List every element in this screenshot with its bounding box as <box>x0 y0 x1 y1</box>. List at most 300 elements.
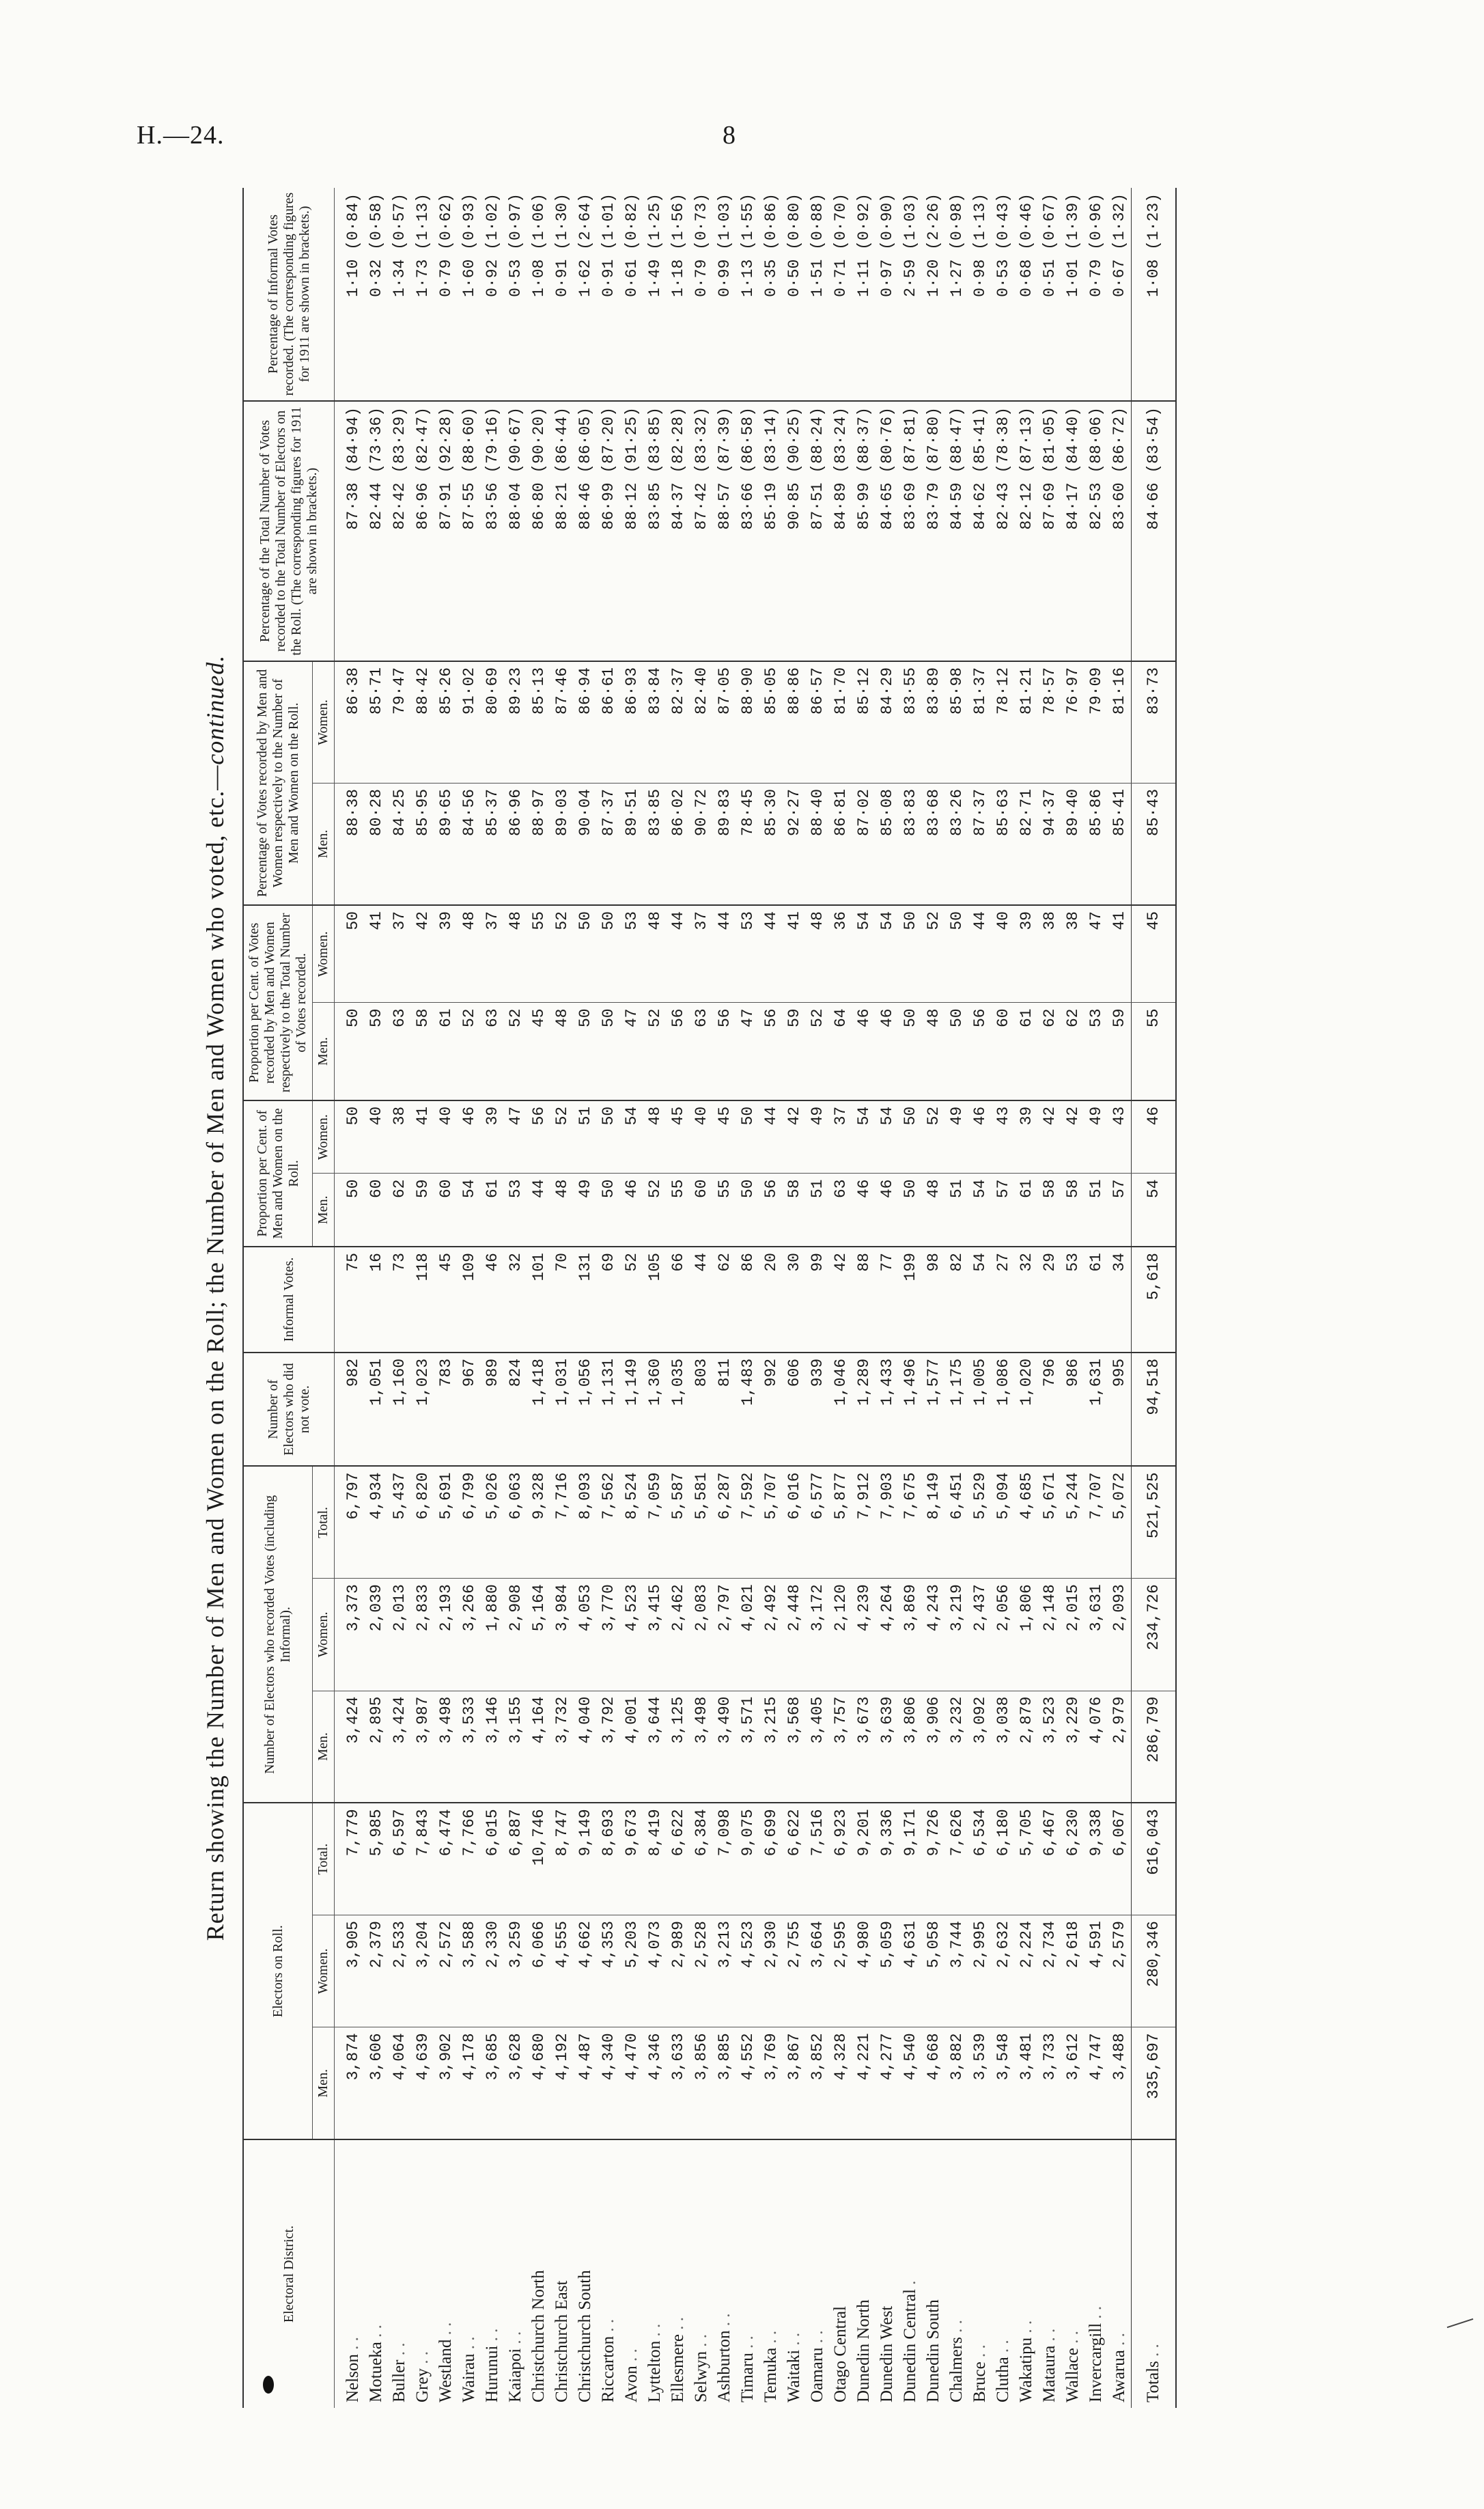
value-cell: 50 <box>597 905 620 1003</box>
value-cell: 131 <box>574 1247 597 1353</box>
district-cell <box>620 2139 643 2408</box>
value-cell: 76·97 <box>1061 661 1084 784</box>
table-row <box>876 188 899 2408</box>
value-cell: 2,979 <box>1108 1691 1132 1803</box>
value-cell: 3,415 <box>643 1579 667 1691</box>
value-cell: 2,448 <box>783 1579 806 1691</box>
value-cell: 9,726 <box>922 1803 945 1915</box>
value-cell: 45 <box>434 1247 458 1353</box>
value-cell: 61 <box>1084 1247 1108 1353</box>
header-proportion-roll: Proportion per Cent. of Men and Women on the Roll. <box>243 1100 313 1247</box>
value-cell: 2,330 <box>481 1915 504 2027</box>
value-cell: 83·68 <box>922 784 945 906</box>
value-cell: 16 <box>365 1247 388 1353</box>
value-cell: 4,346 <box>643 2027 667 2139</box>
value-cell: 53 <box>1084 1003 1108 1100</box>
value-cell: 59 <box>365 1003 388 1100</box>
value-cell: 54 <box>876 905 899 1003</box>
district-name: Clutha <box>994 2357 1012 2402</box>
value-cell: 43 <box>992 1100 1015 1174</box>
electoral-return-table <box>242 188 1177 2408</box>
value-cell: 4,523 <box>736 1915 759 2027</box>
value-cell: 3,488 <box>1108 2027 1132 2139</box>
value-cell: 87·51 (88·24) <box>806 401 829 661</box>
value-cell: 45 <box>1132 905 1177 1003</box>
value-cell: 87·38 (84·94) <box>335 401 365 661</box>
value-cell: 77 <box>876 1247 899 1353</box>
value-cell: 54 <box>620 1100 643 1174</box>
value-cell: 47 <box>736 1003 759 1100</box>
district-cell <box>759 2139 783 2408</box>
value-cell: 118 <box>411 1247 434 1353</box>
value-cell: 52 <box>922 905 945 1003</box>
value-cell: 81·37 <box>968 661 992 784</box>
value-cell: 85·05 <box>759 661 783 784</box>
value-cell: 55 <box>713 1174 736 1247</box>
value-cell: 44 <box>759 1100 783 1174</box>
value-cell: 47 <box>620 1003 643 1100</box>
value-cell: 49 <box>1084 1100 1108 1174</box>
value-cell: 83·85 (83·85) <box>643 401 667 661</box>
table-row <box>365 188 388 2408</box>
value-cell: 50 <box>335 1100 365 1174</box>
value-cell: 6,622 <box>667 1803 690 1915</box>
value-cell: 42 <box>1038 1100 1061 1174</box>
subheader-men: Men. <box>313 1003 335 1100</box>
value-cell: 52 <box>550 1100 574 1174</box>
value-cell: 83·84 <box>643 661 667 784</box>
value-cell: 88·42 <box>411 661 434 784</box>
value-cell: 82·42 (83·29) <box>388 401 411 661</box>
value-cell: 37 <box>829 1100 852 1174</box>
value-cell: 8,149 <box>922 1466 945 1578</box>
value-cell: 8,524 <box>620 1466 643 1578</box>
value-cell: 989 <box>481 1353 504 1467</box>
value-cell: 37 <box>690 905 713 1003</box>
value-cell: 7,592 <box>736 1466 759 1578</box>
value-cell: 48 <box>806 905 829 1003</box>
value-cell: 0·91 (1·01) <box>597 188 620 401</box>
value-cell: 39 <box>481 1100 504 1174</box>
district-cell <box>899 2139 922 2408</box>
value-cell: 7,903 <box>876 1466 899 1578</box>
leader-dots: . . <box>970 2344 989 2358</box>
value-cell: 86·99 (87·20) <box>597 401 620 661</box>
value-cell: 0·67 (1·32) <box>1108 188 1132 401</box>
district-cell <box>643 2139 667 2408</box>
value-cell: 6,467 <box>1038 1803 1061 1915</box>
leader-dots: . <box>901 2280 919 2285</box>
value-cell: 41 <box>411 1100 434 1174</box>
value-cell: 1,433 <box>876 1353 899 1467</box>
value-cell: 82·12 (87·13) <box>1015 401 1038 661</box>
table-row <box>411 188 434 2408</box>
value-cell: 44 <box>667 905 690 1003</box>
value-cell: 1·08 (1·06) <box>527 188 550 401</box>
value-cell: 47 <box>504 1100 527 1174</box>
district-cell <box>411 2139 434 2408</box>
value-cell: 56 <box>713 1003 736 1100</box>
value-cell: 87·55 (88·60) <box>458 401 481 661</box>
header-percentage-total: Percentage of the Total Number of Votes recorded to the Total Number of Electors on the Roll. (The corresponding figures for 1911 are shown in brackets.) <box>243 401 335 661</box>
title-main: Return showing the Number of Men and Women on the Roll; the Number of Men and Women who voted, etc. <box>201 790 229 1941</box>
value-cell: 824 <box>504 1353 527 1467</box>
district-name: Christchurch East <box>552 2280 571 2402</box>
value-cell: 1,046 <box>829 1353 852 1467</box>
value-cell: 86 <box>736 1247 759 1353</box>
district-cell <box>388 2139 411 2408</box>
page-reference: H.—24. <box>137 121 225 150</box>
value-cell: 50 <box>736 1174 759 1247</box>
value-cell: 87·05 <box>713 661 736 784</box>
value-cell: 75 <box>335 1247 365 1353</box>
district-name: Westland <box>436 2339 455 2402</box>
value-cell: 85·41 <box>1108 784 1132 906</box>
value-cell: 3,769 <box>759 2027 783 2139</box>
value-cell: 81·70 <box>829 661 852 784</box>
value-cell: 39 <box>1015 1100 1038 1174</box>
district-name: Totals <box>1144 2361 1162 2402</box>
value-cell: 53 <box>1061 1247 1084 1353</box>
value-cell: 63 <box>388 1003 411 1100</box>
value-cell: 83·79 (87·80) <box>922 401 945 661</box>
value-cell: 3,644 <box>643 1691 667 1803</box>
value-cell: 4,178 <box>458 2027 481 2139</box>
leader-dots: . . <box>413 2351 432 2364</box>
value-cell: 52 <box>643 1174 667 1247</box>
district-name: Avon <box>622 2366 641 2402</box>
district-cell <box>736 2139 759 2408</box>
value-cell: 5,691 <box>434 1466 458 1578</box>
value-cell: 2,734 <box>1038 1915 1061 2027</box>
value-cell: 94·37 <box>1038 784 1061 906</box>
value-cell: 88·57 (87·39) <box>713 401 736 661</box>
value-cell: 52 <box>643 1003 667 1100</box>
value-cell: 3,424 <box>335 1691 365 1803</box>
value-cell: 2,083 <box>690 1579 713 1691</box>
value-cell: 4,243 <box>922 1579 945 1691</box>
value-cell: 6,066 <box>527 1915 550 2027</box>
value-cell: 2,437 <box>968 1579 992 1691</box>
value-cell: 90·85 (90·25) <box>783 401 806 661</box>
district-name: Chalmers <box>947 2337 966 2402</box>
value-cell: 4,631 <box>899 1915 922 2027</box>
value-cell: 86·96 (82·47) <box>411 401 434 661</box>
value-cell: 1,031 <box>550 1353 574 1467</box>
value-cell: 46 <box>852 1003 876 1100</box>
value-cell: 58 <box>783 1174 806 1247</box>
value-cell: 4,980 <box>852 1915 876 2027</box>
value-cell: 6,797 <box>335 1466 365 1578</box>
value-cell: 4,487 <box>574 2027 597 2139</box>
district-cell <box>1132 2139 1177 2408</box>
value-cell: 3,984 <box>550 1579 574 1691</box>
leader-dots: . . <box>994 2340 1012 2353</box>
value-cell: 9,149 <box>574 1803 597 1915</box>
value-cell: 1·13 (1·55) <box>736 188 759 401</box>
value-cell: 83·89 <box>922 661 945 784</box>
value-cell: 3,882 <box>945 2027 968 2139</box>
value-cell: 0·61 (0·82) <box>620 188 643 401</box>
value-cell: 783 <box>434 1353 458 1467</box>
value-cell: 85·98 <box>945 661 968 784</box>
value-cell: 50 <box>597 1003 620 1100</box>
district-cell <box>335 2139 365 2408</box>
value-cell: 54 <box>1132 1174 1177 1247</box>
value-cell: 44 <box>759 905 783 1003</box>
value-cell: 2,995 <box>968 1915 992 2027</box>
value-cell: 2,618 <box>1061 1915 1084 2027</box>
value-cell: 8,747 <box>550 1803 574 1915</box>
value-cell: 83·66 (86·58) <box>736 401 759 661</box>
value-cell: 0·32 (0·58) <box>365 188 388 401</box>
value-cell: 606 <box>783 1353 806 1467</box>
value-cell: 56 <box>968 1003 992 1100</box>
value-cell: 8,419 <box>643 1803 667 1915</box>
value-cell: 3,125 <box>667 1691 690 1803</box>
value-cell: 6,063 <box>504 1466 527 1578</box>
subheader-men: Men. <box>313 2027 335 2139</box>
value-cell: 86·61 <box>597 661 620 784</box>
value-cell: 84·17 (84·40) <box>1061 401 1084 661</box>
value-cell: 50 <box>574 1003 597 1100</box>
value-cell: 5,058 <box>922 1915 945 2027</box>
value-cell: 2,755 <box>783 1915 806 2027</box>
district-name: Wairau <box>460 2353 478 2402</box>
value-cell: 4,164 <box>527 1691 550 1803</box>
value-cell: 53 <box>620 905 643 1003</box>
value-cell: 64 <box>829 1003 852 1100</box>
table-row <box>736 188 759 2408</box>
value-cell: 1,131 <box>597 1353 620 1467</box>
table-row <box>922 188 945 2408</box>
value-cell: 50 <box>945 1003 968 1100</box>
value-cell: 6,699 <box>759 1803 783 1915</box>
value-cell: 105 <box>643 1247 667 1353</box>
value-cell: 84·62 (85·41) <box>968 401 992 661</box>
value-cell: 83·56 (79·16) <box>481 401 504 661</box>
value-cell: 60 <box>365 1174 388 1247</box>
value-cell: 49 <box>806 1100 829 1174</box>
value-cell: 41 <box>365 905 388 1003</box>
value-cell: 44 <box>713 905 736 1003</box>
value-cell: 992 <box>759 1353 783 1467</box>
district-cell <box>806 2139 829 2408</box>
value-cell: 3,664 <box>806 1915 829 2027</box>
value-cell: 79·47 <box>388 661 411 784</box>
value-cell: 81·16 <box>1108 661 1132 784</box>
value-cell: 62 <box>388 1174 411 1247</box>
value-cell: 3,757 <box>829 1691 852 1803</box>
value-cell: 2,989 <box>667 1915 690 2027</box>
value-cell: 2,492 <box>759 1579 783 1691</box>
value-cell: 521,525 <box>1132 1466 1177 1578</box>
district-name: Ellesmere <box>669 2334 687 2402</box>
value-cell: 0·53 (0·43) <box>992 188 1015 401</box>
value-cell: 7,675 <box>899 1466 922 1578</box>
value-cell: 3,498 <box>434 1691 458 1803</box>
table-row <box>434 188 458 2408</box>
value-cell: 52 <box>922 1100 945 1174</box>
district-cell <box>1084 2139 1108 2408</box>
value-cell: 2,015 <box>1061 1579 1084 1691</box>
value-cell: 1,086 <box>992 1353 1015 1467</box>
value-cell: 89·03 <box>550 784 574 906</box>
value-cell: 2,013 <box>388 1579 411 1691</box>
value-cell: 10,746 <box>527 1803 550 1915</box>
value-cell: 4,523 <box>620 1579 643 1691</box>
value-cell: 51 <box>1084 1174 1108 1247</box>
value-cell: 0·51 (0·67) <box>1038 188 1061 401</box>
value-cell: 78·57 <box>1038 661 1061 784</box>
value-cell: 9,338 <box>1084 1803 1108 1915</box>
table-row <box>945 188 968 2408</box>
value-cell: 0·99 (1·03) <box>713 188 736 401</box>
district-cell <box>434 2139 458 2408</box>
value-cell: 38 <box>1061 905 1084 1003</box>
value-cell: 5,437 <box>388 1466 411 1578</box>
leader-dots: . . <box>599 2318 617 2332</box>
value-cell: 50 <box>574 905 597 1003</box>
value-cell: 46 <box>481 1247 504 1353</box>
value-cell: 43 <box>1108 1100 1132 1174</box>
subheader-men: Men. <box>313 1691 335 1803</box>
subheader-women: Women. <box>313 661 335 784</box>
value-cell: 8,693 <box>597 1803 620 1915</box>
value-cell: 32 <box>1015 1247 1038 1353</box>
value-cell: 1,360 <box>643 1353 667 1467</box>
value-cell: 61 <box>481 1174 504 1247</box>
value-cell: 45 <box>527 1003 550 1100</box>
value-cell: 2,595 <box>829 1915 852 2027</box>
value-cell: 6,923 <box>829 1803 852 1915</box>
value-cell: 86·93 <box>620 661 643 784</box>
value-cell: 109 <box>458 1247 481 1353</box>
value-cell: 88·46 (86·05) <box>574 401 597 661</box>
value-cell: 41 <box>1108 905 1132 1003</box>
district-cell <box>713 2139 736 2408</box>
value-cell: 61 <box>1015 1174 1038 1247</box>
value-cell: 85·08 <box>876 784 899 906</box>
value-cell: 1,880 <box>481 1579 504 1691</box>
leader-dots: . . <box>506 2331 524 2344</box>
leader-dots: . . <box>761 2330 780 2344</box>
value-cell: 6,534 <box>968 1803 992 1915</box>
value-cell: 54 <box>968 1247 992 1353</box>
value-cell: 3,856 <box>690 2027 713 2139</box>
value-cell: 40 <box>434 1100 458 1174</box>
district-cell <box>481 2139 504 2408</box>
value-cell: 3,548 <box>992 2027 1015 2139</box>
leader-dots: . . <box>1087 2305 1105 2319</box>
district-name: Temuka <box>761 2347 780 2402</box>
value-cell: 54 <box>852 905 876 1003</box>
district-cell <box>968 2139 992 2408</box>
value-cell: 2,908 <box>504 1579 527 1691</box>
value-cell: 88·90 <box>736 661 759 784</box>
value-cell: 50 <box>335 905 365 1003</box>
value-cell: 61 <box>1015 1003 1038 1100</box>
value-cell: 280,346 <box>1132 1915 1177 2027</box>
value-cell: 81·21 <box>1015 661 1038 784</box>
table-title: Return showing the Number of Men and Women on the Roll; the Number of Men and Women who voted, etc.—continued. <box>201 654 229 1941</box>
value-cell: 0·68 (0·46) <box>1015 188 1038 401</box>
district-name: Christchurch South <box>576 2270 594 2402</box>
value-cell: 83·73 <box>1132 661 1177 784</box>
leader-dots: . . <box>669 2317 687 2330</box>
district-name: Wallace <box>1063 2348 1082 2402</box>
value-cell: 85·37 <box>481 784 504 906</box>
value-cell: 2,193 <box>434 1579 458 1691</box>
value-cell: 46 <box>876 1174 899 1247</box>
table-row <box>597 188 620 2408</box>
value-cell: 90·72 <box>690 784 713 906</box>
value-cell: 3,232 <box>945 1691 968 1803</box>
value-cell: 1,051 <box>365 1353 388 1467</box>
value-cell: 3,673 <box>852 1691 876 1803</box>
value-cell: 3,606 <box>365 2027 388 2139</box>
district-cell <box>922 2139 945 2408</box>
value-cell: 83·26 <box>945 784 968 906</box>
value-cell: 3,633 <box>667 2027 690 2139</box>
value-cell: 39 <box>1015 905 1038 1003</box>
value-cell: 88·40 <box>806 784 829 906</box>
title-continued: continued. <box>201 654 229 765</box>
value-cell: 6,384 <box>690 1803 713 1915</box>
value-cell: 6,016 <box>783 1466 806 1578</box>
value-cell: 616,043 <box>1132 1803 1177 1915</box>
table-row <box>783 188 806 2408</box>
value-cell: 55 <box>527 905 550 1003</box>
value-cell: 3,588 <box>458 1915 481 2027</box>
header-district: Electoral District. <box>243 2139 335 2408</box>
value-cell: 4,221 <box>852 2027 876 2139</box>
value-cell: 50 <box>899 1100 922 1174</box>
value-cell: 6,067 <box>1108 1803 1132 1915</box>
subheader-men: Men. <box>313 784 335 906</box>
value-cell: 46 <box>1132 1100 1177 1174</box>
leader-dots: . . <box>390 2342 408 2356</box>
value-cell: 42 <box>1061 1100 1084 1174</box>
value-cell: 3,905 <box>335 1915 365 2027</box>
district-name: Waitaki <box>785 2349 803 2402</box>
district-cell <box>574 2139 597 2408</box>
value-cell: 3,628 <box>504 2027 527 2139</box>
value-cell: 36 <box>829 905 852 1003</box>
value-cell: 7,716 <box>550 1466 574 1578</box>
value-cell: 54 <box>458 1174 481 1247</box>
value-cell: 3,987 <box>411 1691 434 1803</box>
value-cell: 3,685 <box>481 2027 504 2139</box>
value-cell: 83·60 (86·72) <box>1108 401 1132 661</box>
value-cell: 82·44 (73·36) <box>365 401 388 661</box>
value-cell: 2,224 <box>1015 1915 1038 2027</box>
value-cell: 79·09 <box>1084 661 1108 784</box>
value-cell: 1·01 (1·39) <box>1061 188 1084 401</box>
value-cell: 9,201 <box>852 1803 876 1915</box>
value-cell: 50 <box>899 1174 922 1247</box>
value-cell: 86·81 <box>829 784 852 906</box>
district-name: Kaiapoi <box>506 2348 524 2402</box>
value-cell: 84·89 (83·24) <box>829 401 852 661</box>
value-cell: 38 <box>1038 905 1061 1003</box>
leader-dots: . . <box>1144 2344 1162 2357</box>
table-row <box>1061 188 1084 2408</box>
value-cell: 59 <box>783 1003 806 1100</box>
value-cell: 2,093 <box>1108 1579 1132 1691</box>
value-cell: 9,171 <box>899 1803 922 1915</box>
value-cell: 7,779 <box>335 1803 365 1915</box>
